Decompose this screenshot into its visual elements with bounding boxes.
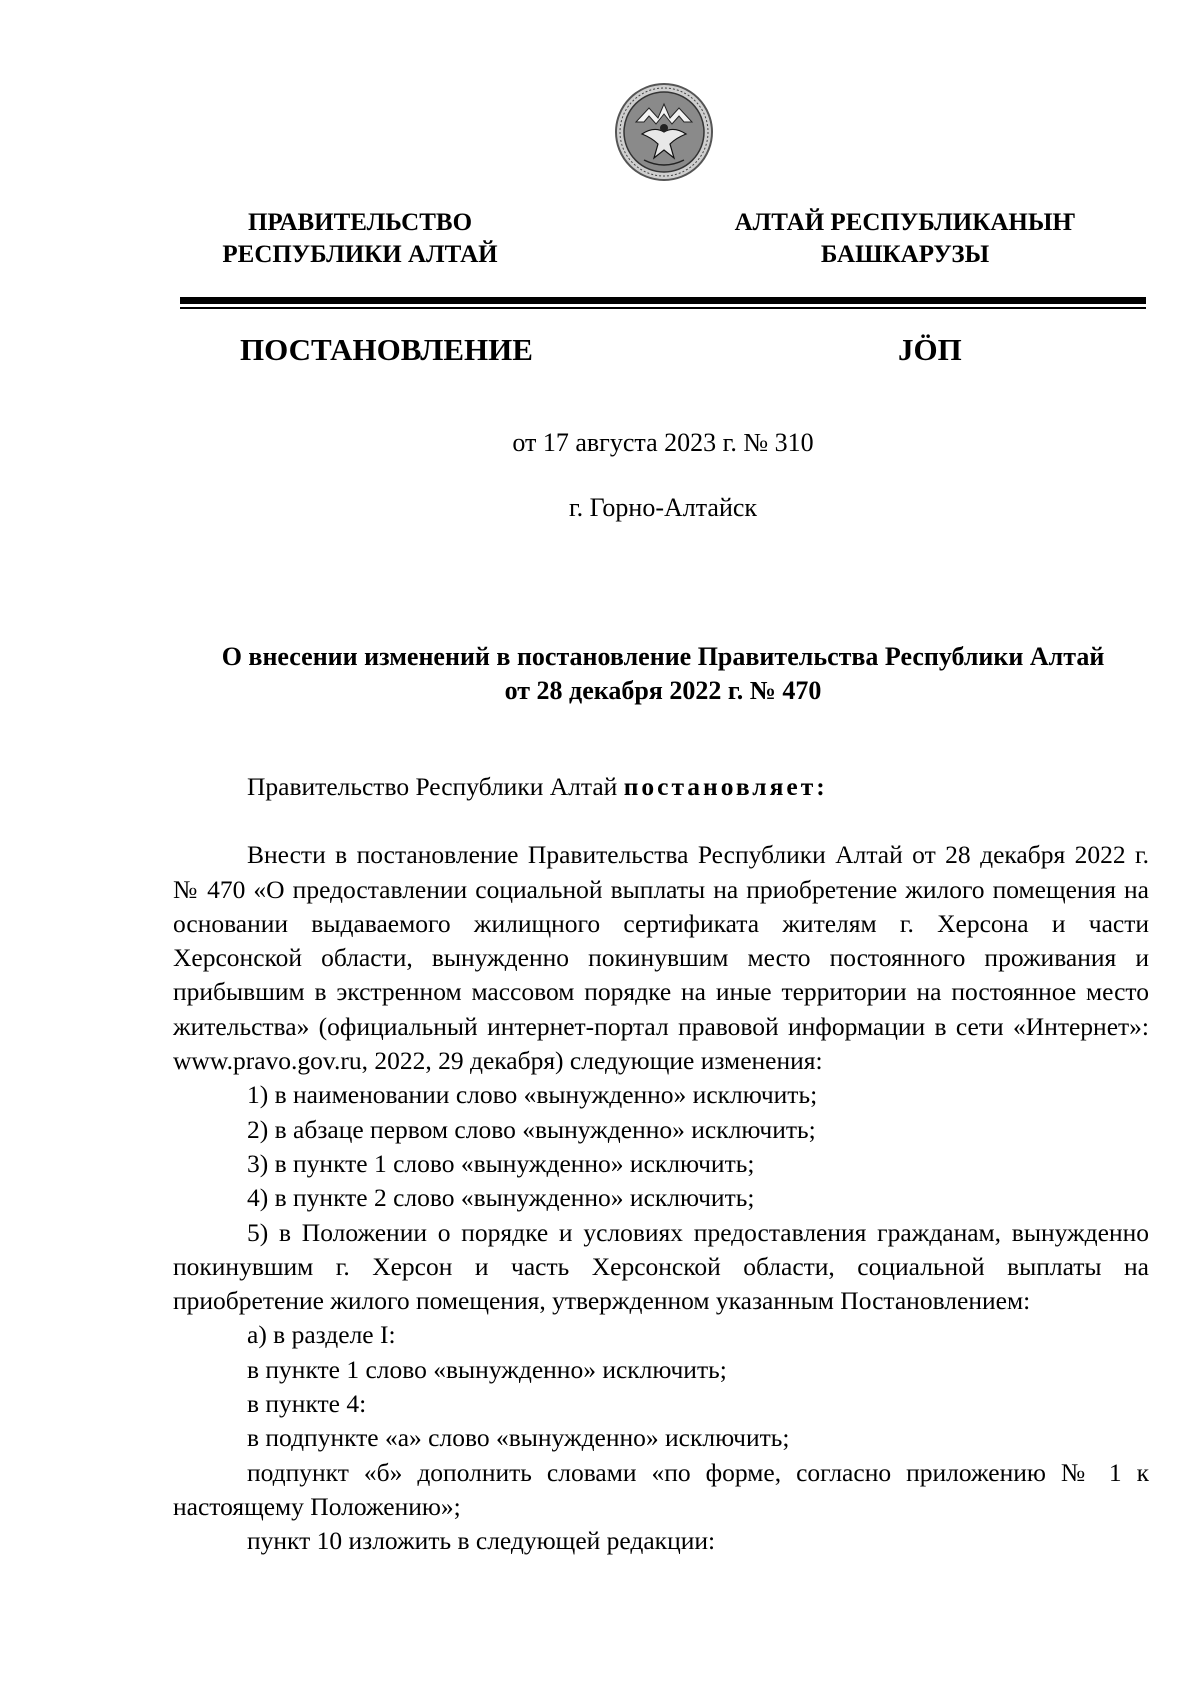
subitem-a-line1: в пункте 1 слово «вынужденно» исключить; [247, 1354, 727, 1384]
header-divider-thin [180, 307, 1146, 309]
decree-title-line1: О внесении изменений в постановление Правительства Республики Алтай [221, 642, 1105, 671]
list-item-5: 5) в Положении о порядке и условиях предоставления гражданам, вынужденно покинувшим г. Херсон и часть Херсонской области, социальной выплаты на приобретение жилого помещения, утвержденном указанным Постановлением: [173, 1217, 1149, 1316]
subitem-a-line4: подпункт «б» дополнить словами «по форме, согласно приложению № 1 к настоящему Положению»; [173, 1457, 1149, 1521]
subitem-a-line5: пункт 10 изложить в следующей редакции: [247, 1526, 716, 1556]
subitem-a-line3: в подпункте «а» слово «вынужденно» исключить; [247, 1423, 790, 1453]
header-divider-thick [180, 297, 1146, 304]
resolution-intro-text: Правительство Республики Алтай [247, 772, 624, 801]
subitem-a: а) в разделе I: [247, 1320, 396, 1350]
decree-city: г. Горно-Алтайск [568, 493, 758, 522]
decree-body [173, 770, 1149, 1559]
issuer-name-altai-line1: АЛТАЙ РЕСПУБЛИКАНЫҤ [734, 209, 1076, 236]
subitem-a-line2: в пункте 4: [247, 1389, 367, 1419]
list-item-2: 2) в абзаце первом слово «вынужденно» исключить; [247, 1114, 816, 1144]
decree-title [170, 640, 1156, 708]
decree-type-russian: ПОСТАНОВЛЕНИЕ [240, 332, 533, 367]
decree-type-altai: JӦП [898, 332, 962, 367]
issuer-name-altai-line2: БАШКАРУЗЫ [820, 241, 990, 268]
decree-title-line2: от 28 декабря 2022 г. № 470 [504, 676, 822, 705]
resolution-intro [173, 770, 1149, 804]
decree-date-number: от 17 августа 2023 г. № 310 [512, 428, 814, 457]
issuer-name-russian-line1: ПРАВИТЕЛЬСТВО [247, 209, 473, 236]
paragraph-main: Внести в постановление Правительства Республики Алтай от 28 декабря 2022 г. № 470 «О предоставлении социальной выплаты на приобретение жилого помещения на основании выдаваемого жилищного сертификата жителям г. Херсона и части Херсонской области, вынужденно покинувшим место постоянного проживания и прибывшим в экстренном массовом порядке на иные территории на постоянное место жительства» (официальный интернет-портал правовой информации в сети «Интернет»: www.pravo.gov.ru, 2022, 29 декабря) следующие изменения: [173, 840, 1149, 1076]
issuer-name-russian [205, 207, 515, 271]
list-item-3: 3) в пункте 1 слово «вынужденно» исключить; [247, 1148, 755, 1178]
resolution-intro-keyword: постановляет: [623, 772, 828, 801]
issuer-name-russian-line2: РЕСПУБЛИКИ АЛТАЙ [222, 241, 498, 268]
list-item-4: 4) в пункте 2 слово «вынужденно» исключить; [247, 1183, 755, 1213]
coat-of-arms-emblem-icon [614, 82, 714, 182]
list-item-1: 1) в наименовании слово «вынужденно» исключить; [247, 1080, 818, 1110]
issuer-name-altai [715, 207, 1095, 271]
